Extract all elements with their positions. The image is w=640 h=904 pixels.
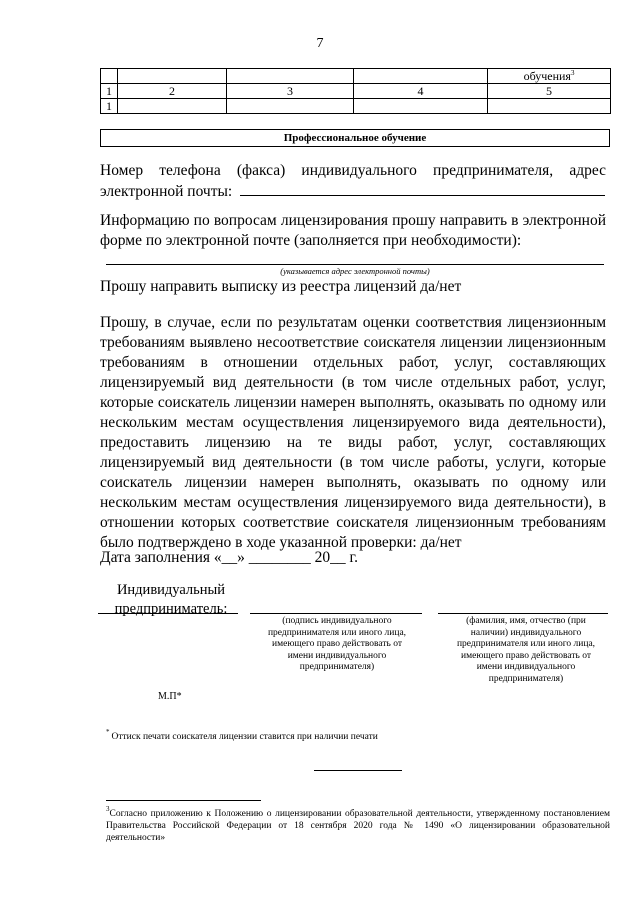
table-cell bbox=[101, 69, 118, 84]
footnote bbox=[106, 805, 610, 844]
main-request-paragraph: Прошу, в случае, если по результатам оценки соответствия лицензионным требованиям выявлено несоответствие соискателя лицензии лицензионным требованиям в отношении отдельных работ, услуг, составляющих лицензируемый вид деятельности (в том числе отдельных работ, услуг, которые соискатель лицензии намерен выполнять, оказывать по одному или нескольким местам осуществления лицензируемого вида деятельности), предоставить лицензию на те виды работ, услуг, составляющих лицензируемый вид деятельности (в том числе работы, услуги, которые соискатель лицензии намерен выполнять, оказывать по одному или нескольким местам осуществления лицензируемого вида деятельности), в отношении которых соответствие соискателя лицензионным требованиям было подтверждено в ходе указанной проверки: да/нет bbox=[100, 314, 606, 551]
table-number-row bbox=[101, 84, 611, 99]
table-cell bbox=[488, 99, 611, 114]
application-table bbox=[100, 68, 611, 114]
table-cell bbox=[354, 99, 488, 114]
email-input-line[interactable] bbox=[106, 264, 604, 265]
full-name-caption: (фамилия, имя, отчество (при наличии) индивидуального предпринимателя или иного лица, имеющего право действовать от имени индивидуального предпринимателя) bbox=[456, 616, 596, 684]
table-cell bbox=[227, 69, 354, 84]
page-number: 7 bbox=[316, 36, 324, 51]
table-cell: 3 bbox=[227, 84, 354, 99]
table-cell bbox=[227, 99, 354, 114]
table-cell bbox=[118, 69, 227, 84]
table-cell bbox=[118, 99, 227, 114]
separator-line bbox=[314, 770, 402, 771]
table-cell: 2 bbox=[118, 84, 227, 99]
table-cell: 4 bbox=[354, 84, 488, 99]
footnote-rule bbox=[106, 800, 261, 801]
date-line: Дата заполнения «__» ________ 20__ г. bbox=[100, 549, 359, 566]
stamp-note-mark: * bbox=[106, 728, 110, 736]
table-header-text: обучения bbox=[523, 69, 571, 83]
stamp-note bbox=[106, 728, 378, 742]
full-name-line[interactable] bbox=[438, 613, 608, 614]
signature-label-underline bbox=[98, 613, 238, 614]
info-paragraph: Информацию по вопросам лицензирования прошу направить в электронной форме по электронной почте (заполняется при необходимости): bbox=[100, 212, 606, 249]
extract-request: Прошу направить выписку из реестра лицензий да/нет bbox=[100, 278, 462, 295]
signature-caption: (подпись индивидуального предпринимателя или иного лица, имеющего право действовать от имени индивидуального предпринимателя) bbox=[267, 616, 407, 672]
stamp-label: М.П* bbox=[158, 691, 182, 702]
signature-line[interactable] bbox=[250, 613, 422, 614]
footnote-text: Согласно приложению к Положению о лицензировании образовательной деятельности, утвержденному постановлением Правительства Российской Федерации от 18 сентября 2020 года № 1490 «О лицензировании образовательной деятельности» bbox=[106, 809, 610, 843]
phone-paragraph-line1: Номер телефона (факса) индивидуального предпринимателя, адрес bbox=[100, 162, 606, 179]
section-title: Профессиональное обучение bbox=[100, 129, 610, 147]
signature-label-line1: Индивидуальный bbox=[116, 582, 226, 598]
table-header-cell-training bbox=[488, 69, 611, 84]
email-caption: (указывается адрес электронной почты) bbox=[280, 266, 430, 276]
email-fill-line[interactable] bbox=[240, 181, 605, 196]
phone-paragraph bbox=[100, 161, 606, 203]
email-label: электронной почты: bbox=[100, 183, 233, 200]
table-row bbox=[101, 99, 611, 114]
table-header-row bbox=[101, 69, 611, 84]
phone-paragraph-line2 bbox=[100, 181, 606, 202]
footnote-mark: 3 bbox=[106, 805, 110, 813]
table-cell: 1 bbox=[101, 84, 118, 99]
table-cell bbox=[354, 69, 488, 84]
table-cell: 5 bbox=[488, 84, 611, 99]
signature-label-line2: предприниматель: bbox=[114, 601, 228, 617]
table-cell: 1 bbox=[101, 99, 118, 114]
stamp-note-text: Оттиск печати соискателя лицензии ставится при наличии печати bbox=[111, 732, 378, 742]
footnote-marker: 3 bbox=[570, 69, 575, 77]
